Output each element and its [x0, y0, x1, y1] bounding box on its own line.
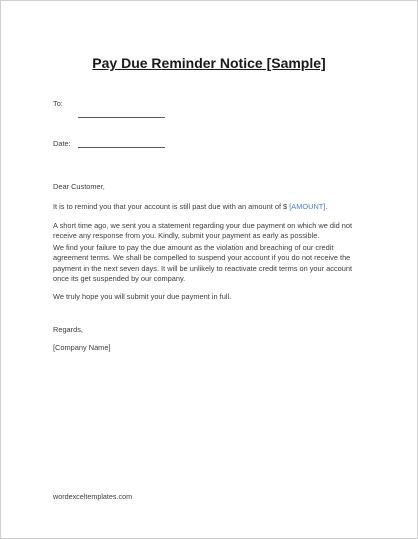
date-label: Date: [53, 139, 71, 148]
paragraph-3-line-4: once its get suspended by our company. [53, 274, 186, 284]
paragraph-2-line-1: A short time ago, we sent you a statement regarding your due payment on which we did not [53, 221, 353, 230]
paragraph-4: We truly hope you will submit your due payment in full. [53, 292, 232, 301]
paragraph-2-line-2: receive any response from you. Kindly, submit your payment as early as possible. [53, 231, 320, 241]
company-name: [Company Name] [53, 343, 111, 352]
paragraph-2 [53, 221, 373, 242]
salutation: Dear Customer, [53, 182, 105, 191]
document-title: Pay Due Reminder Notice [Sample] [92, 55, 326, 71]
paragraph-1 [53, 202, 373, 212]
paragraph-1-text: It is to remind you that your account is still past due with an amount of $ [53, 202, 290, 211]
paragraph-3 [53, 243, 373, 285]
closing: Regards, [53, 325, 83, 334]
paragraph-1-end: . [325, 202, 328, 211]
amount-placeholder: [AMOUNT] [289, 202, 326, 211]
to-label: To: [53, 99, 63, 108]
paragraph-3-line-2: agreement terms. We shall be compelled to suspend your account if you do not receive the [53, 253, 351, 263]
paragraph-3-line-1: We find your failure to pay the due amount as the violation and breaching of our credit [53, 243, 334, 252]
to-field-line [78, 117, 165, 118]
paragraph-3-line-3: payment in the next seven days. It will be unlikely to reactivate credit terms on your account [53, 263, 353, 273]
footer-website: wordexceltemplates.com [53, 492, 133, 501]
date-field-line [78, 147, 165, 148]
